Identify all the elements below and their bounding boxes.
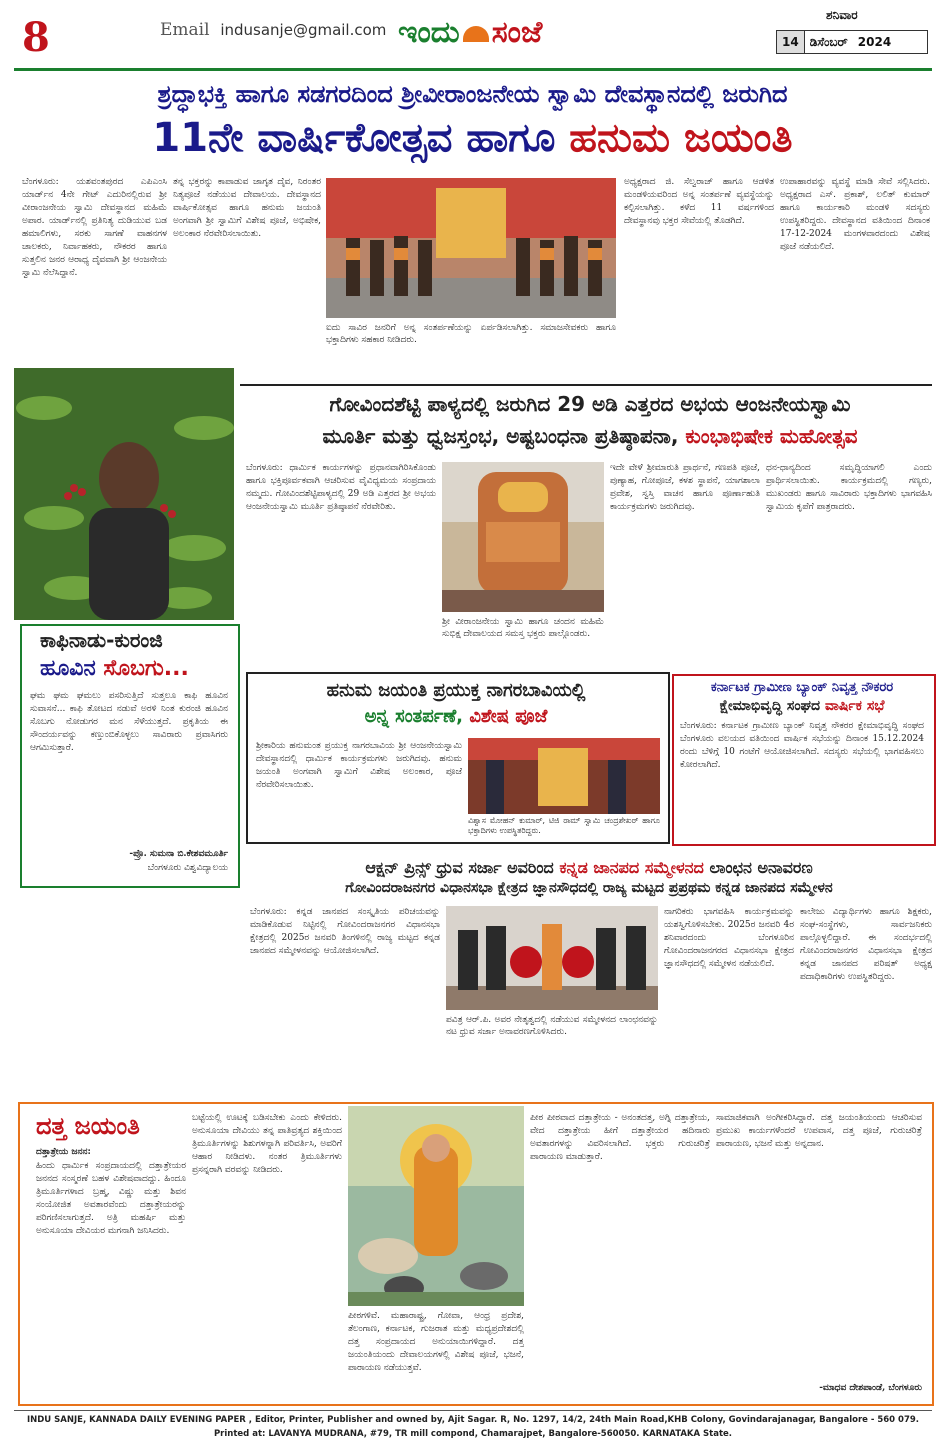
date-row: [776, 30, 928, 54]
temple-group-photo: [326, 178, 616, 318]
email-line: [160, 20, 386, 40]
kurinji-body: ಘಮ ಘಮ ಘಮಲು ಪಸರಿಸುತ್ತಿದೆ ಸುತ್ತಲೂ ಕಾಫಿ ಹೂವಿನ ಸುವಾಸನೆ... ಕಾಫಿ ತೋಟದ ನಡುವೆ ಅರಳಿ ನಿಂತ ಕುರಂಜಿ ಹೂವಿನ ಸೊಬಗು ನೋಡುಗರ ಮನ ಸೆಳೆಯುತ್ತದೆ. ಪ್ರಕೃತಿಯ ಈ ಸೌಂದರ್ಯವನ್ನು ಕಣ್ತುಂಬಿಕೊಳ್ಳಲು ಸಾವಿರಾರು ಪ್ರವಾಸಿಗರು ಆಗಮಿಸುತ್ತಾರೆ.: [30, 691, 228, 753]
story4-headline-line-1: ಕರ್ನಾಟಕ ಗ್ರಾಮೀಣ ಬ್ಯಾಂಕ್ ನಿವೃತ್ತ ನೌಕರರ: [710, 680, 894, 695]
kurinji-title-line-1: ಕಾಫಿನಾಡು-ಕುರಂಜಿ: [40, 628, 163, 652]
kurinji-title-part-a: ಹೂವಿನ: [40, 656, 96, 681]
story5-photo: [446, 906, 658, 1010]
story2-column-2: ಇದೇ ವೇಳೆ ಶ್ರೀಮಾರುತಿ ಪ್ರಾರ್ಥನೆ, ಗಣಪತಿ ಪೂಜೆ, ಪುಣ್ಯಾಹ, ಗೋಪೂಜೆ, ಕಳಶ ಸ್ಥಾಪನೆ, ಯಾಗಶಾಲಾ ಪ್ರವೇಶ, ಸ್ವಸ್ತಿ ವಾಚನ ಹಾಗೂ ಪೂರ್ಣಾಹುತಿ ಕಾರ್ಯಕ್ರಮಗಳು ಜರುಗಿದವು.: [610, 463, 760, 512]
footer-imprint-line-2: Printed at: LAVANYA MUDRANA, #79, TR mill compond, Chamarajpet, Bangalore-560050. KARNATAKA State.: [213, 1429, 733, 1439]
date-month: ಡಿಸೆಂಬರ್: [809, 34, 848, 49]
story2-photo-caption: ಶ್ರೀ ವೀರಾಂಜನೇಯ ಸ್ವಾಮಿ ಹಾಗೂ ಚಂದನ ಮಹಿಮೆ ಸುಭಿಕ್ಷ ದೇವಾಲಯದ ಸಮಸ್ತ ಭಕ್ತರು ಪಾಲ್ಗೊಂಡರು.: [442, 617, 604, 639]
datta-author: -ಮಾಧವ ದೇಶಪಾಂಡೆ, ಬೆಂಗಳೂರು: [819, 1383, 922, 1393]
newspaper-logo: [398, 10, 588, 56]
story5-column-1: ಬೆಂಗಳೂರು: ಕನ್ನಡ ಜಾನಪದ ಸಂಸ್ಕೃತಿಯ ಪರಿಚಯವನ್ನು ಮಾಡಿಕೊಡುವ ನಿಟ್ಟಿನಲ್ಲಿ ಗೋವಿಂದರಾಜನಗರ ವಿಧಾನಸಭಾ ಕ್ಷೇತ್ರದಲ್ಲಿ 2025ರ ಜನವರಿ ತಿಂಗಳಿನಲ್ಲಿ ರಾಜ್ಯ ಮಟ್ಟದ ಕನ್ನಡ ಜಾನಪದ ಸಮ್ಮೇಳನವನ್ನು ಆಯೋಜಿಸಲಾಗಿದೆ.: [250, 907, 440, 956]
story1-headline: [40, 114, 905, 162]
story1-column-1: ಬೆಂಗಳೂರು: ಯಶವಂತಪುರದ ಎಪಿಎಂಸಿ ಯಾರ್ಡ್‌ನ 4ನೇ ಗೇಟ್ ಎದುರಿನಲ್ಲಿರುವ ಶ್ರೀ ವೀರಾಂಜನೇಯ ಸ್ವಾಮಿ ದೇವಸ್ಥಾನದ ಮಹಿಮೆ ಅಪಾರ. ಯಾರ್ಡ್‌ನಲ್ಲಿ ಪ್ರತಿನಿತ್ಯ ದುಡಿಯುವ ಬಡ ಹಮಾಲಿಗಳು, ಸರಕು ಸಾಗಣೆ ವಾಹನಗಳ ಚಾಲಕರು, ನಿರ್ವಾಹಕರು, ನೌಕರರ ಹಾಗೂ ಸುತ್ತಲಿನ ಜನರ ಆರಾಧ್ಯ ದೈವವಾಗಿ ಶ್ರೀ ಆಂಜನೇಯ ಸ್ವಾಮಿ ನೆಲೆಸಿದ್ದಾನೆ.: [22, 177, 167, 278]
story5-headline-part-b: ಕನ್ನಡ ಜಾನಪದ ಸಮ್ಮೇಳನದ: [559, 858, 704, 877]
email-address[interactable]: indusanje@gmail.com: [220, 21, 387, 39]
story1-column-4: ಉಪಾಹಾರವನ್ನು ವ್ಯವಸ್ಥೆ ಮಾಡಿ ಸೇವೆ ಸಲ್ಲಿಸಿದರು. ಅಧ್ಯಕ್ಷರಾದ ಎಸ್. ಪ್ರಕಾಶ್, ಲಲಿತ್ ಕುಮಾರ್ ಹಾಗೂ ಕಾರ್ಯಕಾರಿ ಮಂಡಳಿ ಸದಸ್ಯರು ಉಪಸ್ಥಿತರಿದ್ದರು. ದೇವಸ್ಥಾನದ ವತಿಯಿಂದ ದಿನಾಂಕ 17-12-2024 ಮಂಗಳವಾರದಂದು ವಿಶೇಷ ಪೂಜೆ ನಡೆಯಲಿದೆ.: [780, 177, 930, 252]
story2-headline-part-a: ಮೂರ್ತಿ ಮತ್ತು ಧ್ವಜಸ್ತಂಭ, ಅಷ್ಟಬಂಧನಾ ಪ್ರತಿಷ್ಠಾಪನಾ,: [322, 424, 679, 448]
email-label: Email: [160, 20, 210, 40]
story3-headline-part-a: ಅನ್ನ ಸಂತರ್ಪಣೆ,: [364, 706, 464, 727]
kurinji-title-part-b: ಸೊಬಗು...: [103, 656, 189, 681]
story3-body: ಶ್ರೀಕಾರಿಯ ಹನುಮಂತ ಪ್ರಯುಕ್ತ ನಾಗರಬಾವಿಯ ಶ್ರೀ ಆಂಜನೇಯಸ್ವಾಮಿ ದೇವಸ್ಥಾನದಲ್ಲಿ ಧಾರ್ಮಿಕ ಕಾರ್ಯಕ್ರಮಗಳು ಜರುಗಿದವು. ಹನುಮ ಜಯಂತಿ ಅಂಗವಾಗಿ ಸ್ವಾಮಿಗೆ ವಿಶೇಷ ಅಲಂಕಾರ, ಪೂಜೆ ನೆರವೇರಿಸಲಾಯಿತು.: [256, 741, 462, 790]
story5-headline-part-c: ಲಾಂಛನ ಅನಾವರಣ: [709, 858, 813, 877]
story2-top-rule: [240, 384, 932, 386]
story3-headline-part-b: ವಿಶೇಷ ಪೂಜೆ: [469, 706, 548, 727]
datta-painting: [348, 1106, 524, 1306]
story1-photo: [326, 178, 616, 318]
kurinji-author: -ಪ್ರೊ. ಸುಮನಾ ಬಿ.ಕೇಶವಮೂರ್ತಿ: [129, 849, 228, 859]
story4-headline-line-2: [676, 698, 928, 714]
page-number: 8: [22, 14, 50, 61]
story4-body: ಬೆಂಗಳೂರು: ಕರ್ನಾಟಕ ಗ್ರಾಮೀಣ ಬ್ಯಾಂಕ್ ನಿವೃತ್ತ ನೌಕರರ ಕ್ಷೇಮಾಭಿವೃದ್ಧಿ ಸಂಘದ ಬೆಂಗಳೂರು ವಲಯದ ವತಿಯಿಂದ ವಾರ್ಷಿಕ ಸಭೆಯನ್ನು ದಿನಾಂಕ 15.12.2024 ರಂದು ಬೆಳಿಗ್ಗೆ 10 ಗಂಟೆಗೆ ಆಯೋಜಿಸಲಾಗಿದೆ. ಸದಸ್ಯರು ಸಭೆಯಲ್ಲಿ ಭಾಗವಹಿಸಲು ಕೋರಲಾಗಿದೆ.: [680, 721, 924, 770]
story4-headline-part-b: ವಾರ್ಷಿಕ ಸಭೆ: [824, 698, 885, 714]
date-day: 14: [777, 31, 805, 53]
footer-imprint-line-1: INDU SANJE, KANNADA DAILY EVENING PAPER , Editor, Printer, Publisher and owned by, Ajit Sagar. R, No. 1297, 14/2, 24th Main Road,KHB Colony, Govindarajanagar, Bangalore - 560 079.: [26, 1415, 920, 1425]
story2-headline-line-1: ಗೋವಿಂದಶೆಟ್ಟಿ ಪಾಳ್ಯದಲ್ಲಿ ಜರುಗಿದ 29 ಅಡಿ ಎತ್ತರದ ಅಭಯ ಆಂಜನೇಯಸ್ವಾಮಿ: [329, 392, 851, 416]
story3-headline-line-1: ಹನುಮ ಜಯಂತಿ ಪ್ರಯುಕ್ತ ನಾಗರಬಾವಿಯಲ್ಲಿ: [326, 680, 586, 701]
story1-headline-part-a: 11ನೇ ವಾರ್ಷಿಕೋತ್ಸವ ಹಾಗೂ: [152, 115, 556, 161]
dattatreya-illustration: [348, 1106, 524, 1306]
story1-photo-caption: ಐದು ಸಾವಿರ ಜನರಿಗೆ ಅನ್ನ ಸಂತರ್ಪಣೆಯನ್ನು ಏರ್ಪಡಿಸಲಾಗಿತ್ತು. ಸಮಾಜಸೇವಕರು ಹಾಗೂ ಭಕ್ತಾದಿಗಳು ಸಹಕಾರ ನೀಡಿದರು.: [326, 323, 616, 345]
story1-column-2: ತನ್ನ ಭಕ್ತರನ್ನು ಕಾಪಾಡುವ ಜಾಗೃತ ದೈವ, ನಿರಂತರ ನಿತ್ಯಪೂಜೆ ನಡೆಯುವ ದೇವಾಲಯ. ದೇವಸ್ಥಾನದ ವಾರ್ಷಿಕೋತ್ಸವ ಹಾಗೂ ಹನುಮ ಜಯಂತಿ ಅಂಗವಾಗಿ ಶ್ರೀ ಸ್ವಾಮಿಗೆ ವಿಶೇಷ ಪೂಜೆ, ಅಭಿಷೇಕ, ಅಲಂಕಾರ ನೆರವೇರಿಸಲಾಯಿತು.: [173, 177, 321, 239]
hanuman-statue-photo: [442, 462, 604, 612]
datta-title: [36, 1112, 140, 1140]
story2-headline-line-2: [250, 424, 930, 448]
datta-column-3: ಪೀಠಗಳಿವೆ. ಮಹಾರಾಷ್ಟ್ರ, ಗೋವಾ, ಆಂಧ್ರ ಪ್ರದೇಶ, ತೆಲಂಗಾಣ, ಕರ್ನಾಟಕ, ಗುಜರಾತ ಮತ್ತು ಮಧ್ಯಪ್ರದೇಶದಲ್ಲಿ ದತ್ತ ಸಂಪ್ರದಾಯದ ಅನುಯಾಯಿಗಳಿದ್ದಾರೆ. ದತ್ತ ಜಯಂತಿಯಂದು ದೇವಾಲಯಗಳಲ್ಲಿ ವಿಶೇಷ ಪೂಜೆ, ಭಜನೆ, ಪಾರಾಯಣ ನಡೆಯುತ್ತವೆ.: [348, 1311, 524, 1373]
datta-title-part-a: ದತ್ತ: [36, 1112, 67, 1140]
coffee-harvest-image: [14, 368, 234, 620]
kurinji-author-affiliation: ಬೆಂಗಳೂರು ವಿಶ್ವವಿದ್ಯಾಲಯ: [147, 863, 228, 873]
datta-title-part-b: ಜಯಂತಿ: [74, 1112, 140, 1140]
story5-column-3: ಕಾಲೇಜು ವಿದ್ಯಾರ್ಥಿಗಳು ಹಾಗೂ ಶಿಕ್ಷಕರು, ಸಂಘ-ಸಂಸ್ಥೆಗಳು, ಸಾರ್ವಜನಿಕರು ಪಾಲ್ಗೊಳ್ಳಲಿದ್ದಾರೆ. ಈ ಸಂದರ್ಭದಲ್ಲಿ ಗೋವಿಂದರಾಜನಗರ ವಿಧಾನಸಭಾ ಕ್ಷೇತ್ರದ ಕನ್ನಡ ಜಾನಪದ ಪರಿಷತ್ ಅಧ್ಯಕ್ಷ ಪದಾಧಿಕಾರಿಗಳು ಉಪಸ್ಥಿತರಿದ್ದರು.: [800, 907, 932, 982]
datta-column-2: ಬಟ್ಟೆಯಲ್ಲಿ ಊಟಕ್ಕೆ ಬಡಿಸಬೇಕು ಎಂದು ಕೇಳಿದರು. ಅನುಸೂಯಾ ದೇವಿಯು ತನ್ನ ಪಾತಿವ್ರತ್ಯದ ಶಕ್ತಿಯಿಂದ ತ್ರಿಮೂರ್ತಿಗಳನ್ನು ಶಿಶುಗಳನ್ನಾಗಿ ಪರಿವರ್ತಿಸಿ, ಅವರಿಗೆ ಆಹಾರ ನೀಡಿದಳು. ನಂತರ ತ್ರಿಮೂರ್ತಿಗಳು ಪ್ರಸನ್ನರಾಗಿ ವರವನ್ನು ನೀಡಿದರು.: [192, 1113, 342, 1175]
story3-photo: [468, 738, 660, 814]
date-box: [776, 8, 926, 64]
story5-headline-part-a: ಆಕ್ಷನ್ ಪ್ರಿನ್ಸ್ ಧ್ರುವ ಸರ್ಜಾ ಅವರಿಂದ: [365, 858, 554, 877]
logo-part-1: ಇಂದು: [398, 15, 460, 50]
coffee-plant-photo: [14, 368, 234, 620]
story1-kicker: ಶ್ರದ್ಧಾಭಕ್ತಿ ಹಾಗೂ ಸಡಗರದಿಂದ ಶ್ರೀವೀರಾಂಜನೇಯ ಸ್ವಾಮಿ ದೇವಸ್ಥಾನದಲ್ಲಿ ಜರುಗಿದ: [157, 80, 788, 108]
story1-headline-part-b: ಹನುಮ ಜಯಂತಿ: [569, 115, 793, 161]
story2-column-3: ಧನ-ಧಾನ್ಯದಿಂದ ಸಮೃದ್ಧಿಯಾಗಲಿ ಎಂದು ಪ್ರಾರ್ಥಿಸಲಾಯಿತು. ಕಾರ್ಯಕ್ರಮದಲ್ಲಿ ಗಣ್ಯರು, ಮುಖಂಡರು ಹಾಗೂ ಸಾವಿರಾರು ಭಕ್ತಾದಿಗಳು ಭಾಗವಹಿಸಿ ಸ್ವಾಮಿಯ ಕೃಪೆಗೆ ಪಾತ್ರರಾದರು.: [766, 463, 932, 512]
story5-headline: [246, 858, 932, 878]
logo-part-2: ಸಂಜೆ: [491, 15, 543, 50]
datta-column-5: ಸಾಮಾಜಿಕವಾಗಿ ಅಂಗೀಕರಿಸಿದ್ದಾರೆ. ದತ್ತ ಜಯಂತಿಯಂದು ಆಚರಿಸುವ ಪ್ರಮುಖ ಕಾರ್ಯಗಳೆಂದರೆ ಉಪವಾಸ, ದತ್ತ ಪೂಜೆ, ಗುರುಚರಿತ್ರೆ ಪಾರಾಯಣ, ಭಜನೆ ಮತ್ತು ಅನ್ನದಾನ.: [716, 1113, 922, 1149]
masthead-rule: [14, 68, 932, 71]
story3-photo-caption: ವಿಶ್ವಾಸ ಮೋಹನ್ ಕುಮಾರ್, ಟಿಜಿ ರಾಮ್ ಸ್ವಾಮಿ ಚಂದ್ರಶೇಖರ್ ಹಾಗೂ ಭಕ್ತಾದಿಗಳು ಉಪಸ್ಥಿತರಿದ್ದರು.: [468, 816, 660, 835]
story4-headline-part-a: ಕ್ಷೇಮಾಭಿವೃದ್ಧಿ ಸಂಘದ: [719, 698, 821, 714]
datta-column-4: ಪೀಠ ಪೀಠವಾದ ದತ್ತಾತ್ರೇಯ - ಅನಂತದತ್ತ, ಅಗ್ನಿ ದತ್ತಾತ್ರೇಯ, ವೇದ ದತ್ತಾತ್ರೇಯ ಹೀಗೆ ದತ್ತಾತ್ರೇಯರ ಹದಿನಾರು ಅವತಾರಗಳನ್ನು ವಿವರಿಸಲಾಗಿದೆ. ಭಕ್ತರು ಗುರುಚರಿತ್ರೆ ಪಾರಾಯಣ ಮಾಡುತ್ತಾರೆ.: [530, 1113, 710, 1162]
story5-photo-caption: ಪವಿತ್ರ ಆರ್.ಪಿ. ಅವರ ನೇತೃತ್ವದಲ್ಲಿ ನಡೆಯುವ ಸಮ್ಮೇಳನದ ಲಾಂಛನವನ್ನು ನಟ ಧ್ರುವ ಸರ್ಜಾ ಅನಾವರಣಗೊಳಿಸಿದರು.: [446, 1015, 658, 1037]
story5-subhead: ಗೋವಿಂದರಾಜನಗರ ವಿಧಾನಸಭಾ ಕ್ಷೇತ್ರದ ಜ್ಞಾನಸೌಧದಲ್ಲಿ ರಾಜ್ಯ ಮಟ್ಟದ ಪ್ರಪ್ರಥಮ ಕನ್ನಡ ಜಾನಪದ ಸಮ್ಮೇಳನ: [345, 880, 833, 896]
footer-rule: [14, 1410, 932, 1411]
date-year: 2024: [857, 35, 892, 49]
story1-column-3: ಅಧ್ಯಕ್ಷರಾದ ಜಿ. ಸೆಲ್ವರಾಜ್ ಹಾಗೂ ಆಡಳಿತ ಮಂಡಳಿಯವರಿಂದ ಅನ್ನ ಸಂತರ್ಪಣೆ ವ್ಯವಸ್ಥೆಯನ್ನು ಕಲ್ಪಿಸಲಾಗಿತ್ತು. ಕಳೆದ 11 ವರ್ಷಗಳಿಂದ ದೇವಸ್ಥಾನವು ಭಕ್ತರ ಸೇವೆಯಲ್ಲಿ ತೊಡಗಿದೆ.: [624, 177, 774, 226]
sun-icon: [463, 26, 489, 42]
story2-headline-part-b: ಕುಂಭಾಭಿಷೇಕ ಮಹೋತ್ಸವ: [685, 424, 858, 448]
datta-column-1: ಹಿಂದು ಧಾರ್ಮಿಕ ಸಂಪ್ರದಾಯದಲ್ಲಿ ದತ್ತಾತ್ರೇಯರ ಜನನದ ಸಂಸ್ಮರಣೆ ಬಹಳ ವಿಶೇಷವಾದದ್ದು. ಹಿಂದೂ ತ್ರಿಮೂರ್ತಿಗಳಾದ ಬ್ರಹ್ಮ, ವಿಷ್ಣು ಮತ್ತು ಶಿವನ ಸಂಯೋಜಿತ ಅವತಾರವೆಂದು ದತ್ತಾತ್ರೇಯರನ್ನು ಪರಿಗಣಿಸಲಾಗುತ್ತದೆ. ಅತ್ರಿ ಮಹರ್ಷಿ ಮತ್ತು ಅನುಸೂಯಾ ದೇವಿಯರ ಮಗನಾಗಿ ಜನಿಸಿದರು.: [36, 1161, 186, 1236]
kurinji-title-line-2: [40, 656, 189, 681]
logo-unveiling-photo: [446, 906, 658, 1010]
temple-puja-photo: [468, 738, 660, 814]
weekday: ಶನಿವಾರ: [826, 8, 858, 22]
story5-column-2: ನಾಗರಿಕರು ಭಾಗವಹಿಸಿ ಕಾರ್ಯಕ್ರಮವನ್ನು ಯಶಸ್ವಿಗೊಳಿಸಬೇಕು. 2025ರ ಜನವರಿ 4ರ ಶನಿವಾರದಂದು ಬೆಂಗಳೂರಿನ ಗೋವಿಂದರಾಜನಗರದ ವಿಧಾನಸಭಾ ಕ್ಷೇತ್ರದ ಜ್ಞಾನಸೌಧದಲ್ಲಿ ಸಮ್ಮೇಳನ ನಡೆಯಲಿದೆ.: [664, 907, 794, 969]
datta-intro-heading: ದತ್ತಾತ್ರೇಯ ಜನನ:: [36, 1147, 91, 1157]
story3-headline-line-2: [256, 706, 656, 727]
masthead: [0, 0, 945, 70]
story2-photo: [442, 462, 604, 612]
story2-column-1: ಬೆಂಗಳೂರು: ಧಾರ್ಮಿಕ ಕಾರ್ಯಗಳನ್ನು ಪ್ರಧಾನವಾಗಿರಿಸಿಕೊಂಡು ಹಾಗೂ ಭಕ್ತಿಪೂರ್ವಕವಾಗಿ ಆಚರಿಸುವ ವೈವಿಧ್ಯಮಯ ಸಂಪ್ರದಾಯ ನಮ್ಮದು. ಗೋವಿಂದಶೆಟ್ಟಿಪಾಳ್ಯದಲ್ಲಿ 29 ಅಡಿ ಎತ್ತರದ ಶ್ರೀ ಅಭಯ ಆಂಜನೇಯಸ್ವಾಮಿ ಮೂರ್ತಿ ಪ್ರತಿಷ್ಠಾಪನೆ ನೆರವೇರಿತು.: [246, 463, 436, 512]
